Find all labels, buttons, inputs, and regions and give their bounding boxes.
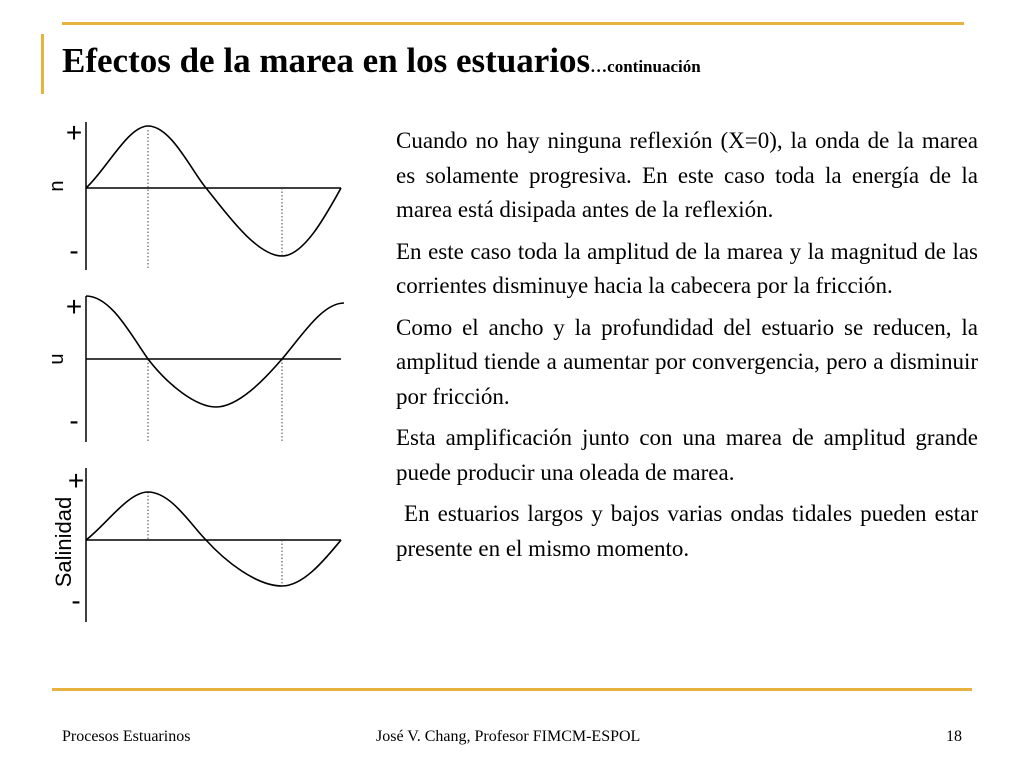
tide-wave-diagram — [36, 110, 356, 630]
slide-title-main: Efectos de la marea en los estuarios — [62, 41, 591, 80]
panel-2-plus-sign: + — [65, 291, 83, 322]
panel-1-minus-sign: - — [69, 235, 79, 266]
panel-3-minus-sign: - — [71, 585, 81, 616]
panel-2-label: u — [46, 353, 68, 365]
panel-1-plus-sign: + — [65, 117, 83, 148]
left-accent-line — [41, 34, 44, 94]
paragraph-2: En este caso toda la amplitud de la marea y la magnitud de las corrientes disminuye hacia la cabecera por la fricción. — [396, 238, 978, 298]
panel-current — [46, 291, 344, 442]
panel-2-wave — [86, 296, 344, 407]
panel-3-plus-sign: + — [67, 465, 85, 496]
paragraph-1: Cuando no hay ninguna reflexión (X=0), la onda de la marea es solamente progresiva. En este caso toda la energía de la marea está disipada antes de la reflexión. — [396, 128, 978, 222]
panel-2-minus-sign: - — [69, 405, 79, 436]
top-accent-line — [62, 22, 964, 25]
paragraph-4: Esta amplificación junto con una marea de amplitud grande puede producir una oleada de marea. — [396, 425, 978, 485]
panel-1-wave — [86, 126, 341, 256]
top-accent-bar — [62, 22, 964, 25]
panel-salinity — [51, 465, 341, 622]
footer-course: Procesos Estuarinos — [62, 728, 191, 745]
left-accent-bar — [41, 34, 44, 94]
bottom-accent-bar — [52, 688, 972, 691]
slide-title-suffix: …continuación — [590, 57, 701, 76]
slide-title — [62, 37, 701, 91]
slide-body — [396, 124, 984, 573]
footer-author: José V. Chang, Profesor FIMCM-ESPOL — [376, 728, 641, 745]
panel-elevation — [46, 117, 341, 270]
panel-3-wave — [86, 492, 341, 586]
paragraph-5: En estuarios largos y bajos varias ondas tidales pueden estar presente en el mismo momento. — [396, 501, 984, 561]
panel-1-label: n — [46, 180, 68, 192]
bottom-accent-line — [52, 688, 972, 691]
panel-3-label: Salinidad — [51, 496, 76, 588]
paragraph-3: Como el ancho y la profundidad del estuario se reducen, la amplitud tiende a aumentar por convergencia, pero a disminuir por fricción. — [396, 314, 978, 409]
page-number: 18 — [946, 728, 962, 745]
